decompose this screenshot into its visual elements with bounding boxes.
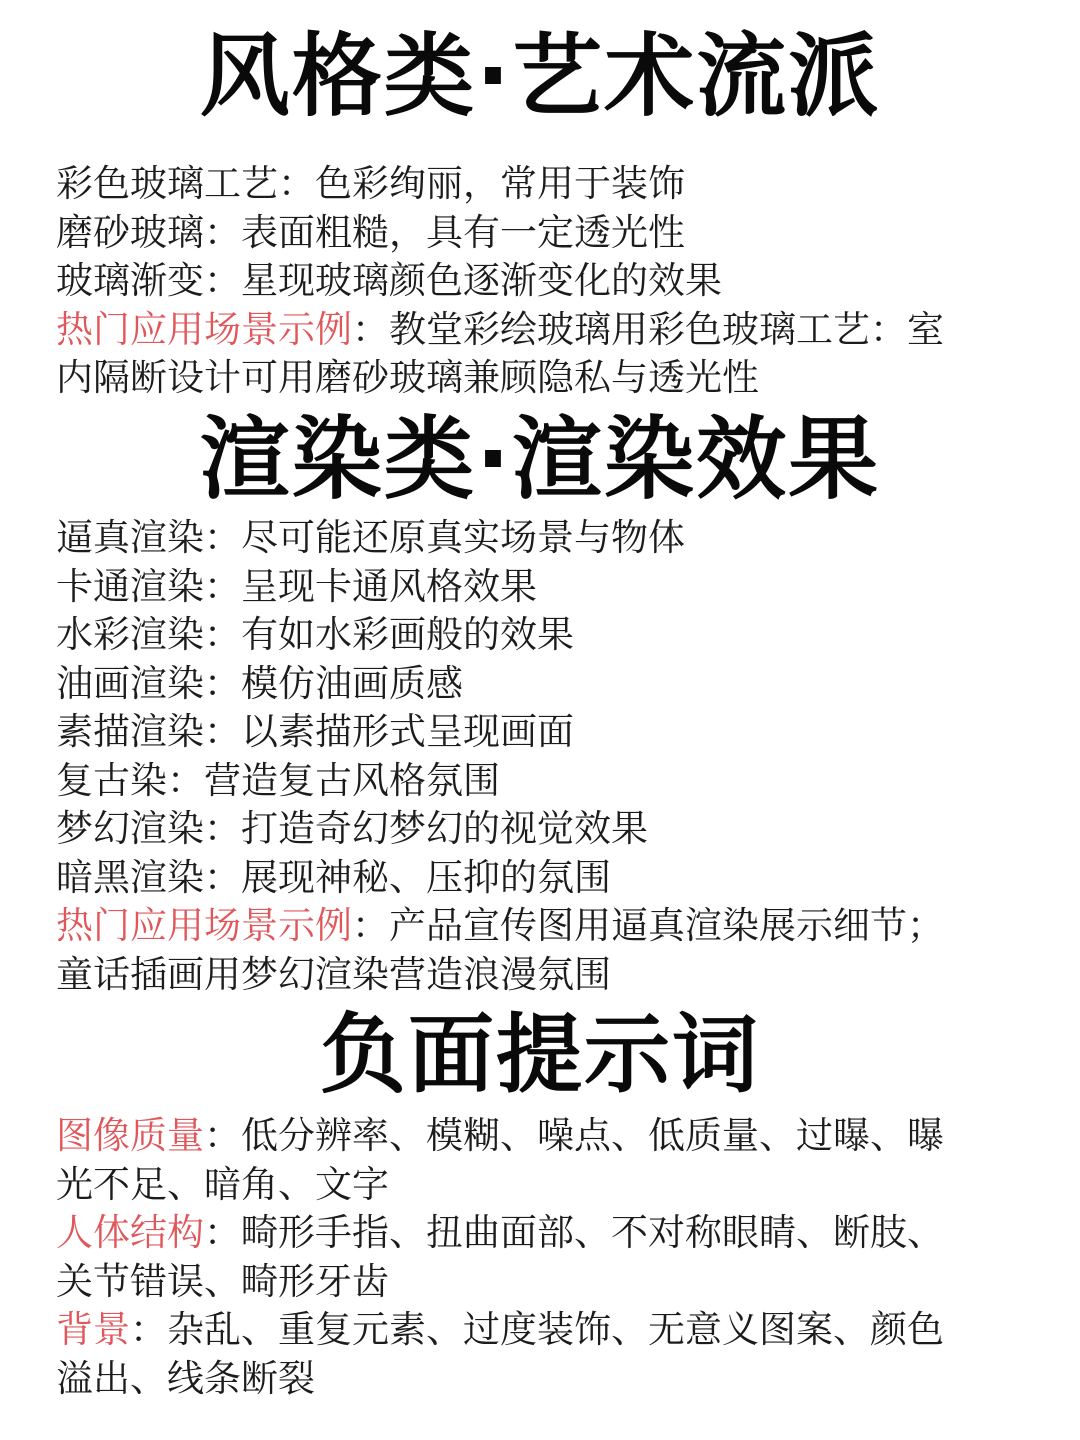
section-title-style: 风格类·艺术流派 <box>199 24 881 129</box>
text-line: 磨砂玻璃：表面粗糙，具有一定透光性 <box>56 210 685 254</box>
negative-item-label: 背景 <box>56 1308 130 1351</box>
example-line <box>56 902 1031 951</box>
negative-item-cont: 光不足、暗角、文字 <box>56 1162 389 1206</box>
text-line: 暗黑渲染：展现神秘、压抑的氛围 <box>56 855 611 899</box>
negative-item-line <box>56 1209 1031 1258</box>
section-title-negative-prompts: 负面提示词 <box>320 1005 760 1105</box>
text-line: 水彩渲染：有如水彩画般的效果 <box>56 613 574 656</box>
negative-item-label: 图像质量 <box>56 1114 204 1157</box>
negative-item-text: ：畸形手指、扭曲面部、不对称眼睛、断肢、 <box>204 1211 944 1254</box>
text-line: 复古染：营造复古风格氛围 <box>56 758 500 802</box>
negative-item-text: ：低分辨率、模糊、噪点、低质量、过曝、曝 <box>204 1114 944 1157</box>
negative-item-cont: 溢出、线条断裂 <box>56 1356 315 1400</box>
text-line: 玻璃渐变：星现玻璃颜色逐渐变化的效果 <box>56 259 722 302</box>
text-line: 卡通渲染：呈现卡通风格效果 <box>56 564 537 608</box>
negative-item-text: ：杂乱、重复元素、过度装饰、无意义图案、颜色 <box>130 1308 944 1351</box>
text-line: 素描渲染：以素描形式呈现画面 <box>56 710 574 753</box>
section-negative-body <box>56 1112 1031 1403</box>
example-text: ：教堂彩绘玻璃用彩色玻璃工艺：室 <box>352 307 944 351</box>
text-line: 梦幻渲染：打造奇幻梦幻的视觉效果 <box>56 807 648 850</box>
example-text: ：产品宣传图用逼真渲染展示细节； <box>352 904 944 947</box>
negative-item-line <box>56 1112 1031 1161</box>
negative-item-line <box>56 1306 1031 1355</box>
example-label: 热门应用场景示例 <box>56 307 352 351</box>
negative-item-label: 人体结构 <box>56 1211 204 1254</box>
section-style-body <box>56 160 1031 403</box>
text-line: 彩色玻璃工艺：色彩绚丽，常用于装饰 <box>56 162 685 205</box>
example-line-cont: 童话插画用梦幻渲染营造浪漫氛围 <box>56 952 611 996</box>
example-label: 热门应用场景示例 <box>56 904 352 947</box>
text-line: 油画渲染：模仿油画质感 <box>56 661 463 705</box>
example-line <box>56 306 1031 355</box>
example-line-cont: 内隔断设计可用磨砂玻璃兼顾隐私与透光性 <box>56 356 759 399</box>
negative-item-cont: 关节错误、畸形牙齿 <box>56 1259 389 1303</box>
text-line: 逼真渲染：尽可能还原真实场景与物体 <box>56 516 685 559</box>
section-title-render: 渲染类·渲染效果 <box>199 407 881 512</box>
section-render-body <box>56 514 1031 999</box>
